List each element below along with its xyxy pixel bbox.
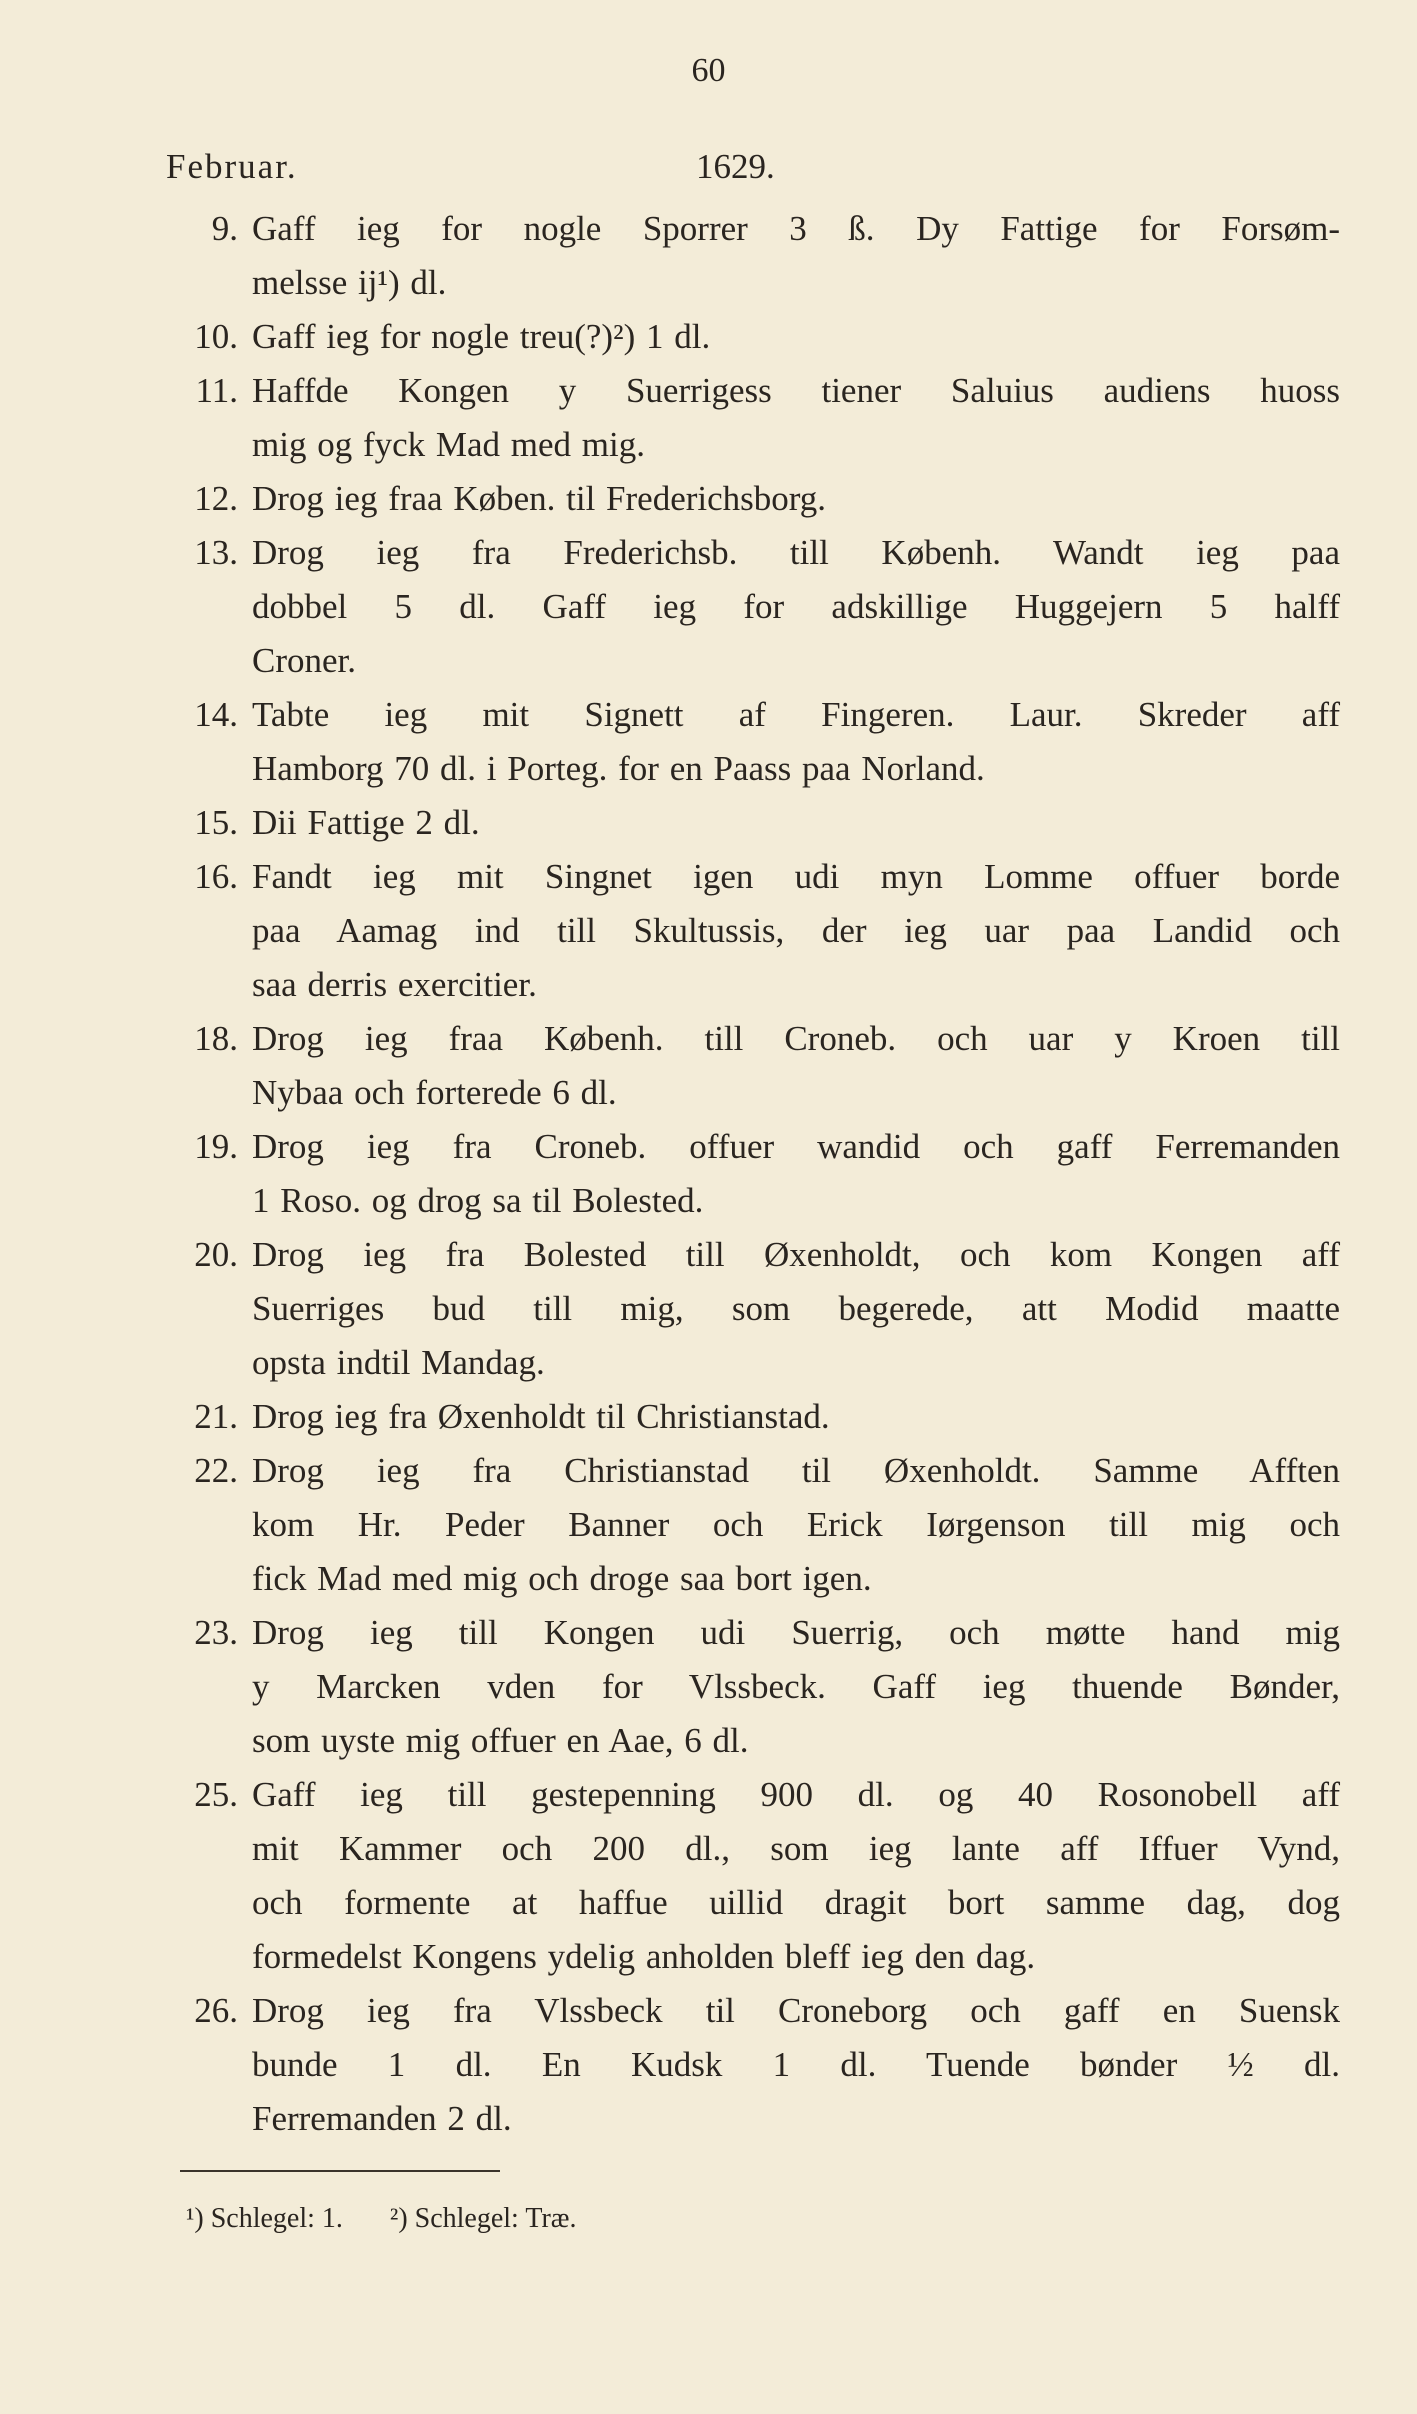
footnote-1: ¹) Schlegel: 1. [186,2203,343,2234]
diary-entry [150,202,1340,310]
entry-text-line: Croner. [252,641,357,680]
entry-text-line: Drog ieg fraa Københ. till Croneb. och uar y Kroen till [252,1019,1340,1058]
entry-text-line: Haffde Kongen y Suerrigess tiener Saluius audiens huoss [252,371,1340,410]
entry-text-line: Drog ieg fra Frederichsb. till Københ. Wandt ieg paa [252,533,1340,572]
entry-day-number: 22. [194,1451,238,1490]
page-number: 60 [691,52,726,89]
diary-entry [150,526,1340,688]
entry-day-number: 25. [194,1775,238,1814]
entry-text-line: Fandt ieg mit Singnet igen udi myn Lomme offuer borde [252,857,1340,896]
entry-text-line: Gaff ieg till gestepenning 900 dl. og 40 Rosonobell aff [252,1775,1340,1814]
entry-day-number: 10. [194,317,238,356]
diary-entry [150,364,1340,472]
entry-text-line: Suerriges bud till mig, som begerede, att Modid maatte [252,1289,1340,1328]
entry-day-number: 9. [211,209,238,248]
footnotes [186,2203,616,2235]
entry-text-line: formedelst Kongens ydelig anholden bleff ieg den dag. [252,1937,1036,1976]
entry-text-line: Drog ieg fra Bolested till Øxenholdt, och kom Kongen aff [252,1235,1340,1274]
entry-text-line: 1 Roso. og drog sa til Bolested. [252,1181,704,1220]
month-heading: Februar. [166,147,298,186]
entry-text-line: fick Mad med mig och droge saa bort igen. [252,1559,872,1598]
entry-day-number: 21. [194,1397,238,1436]
entry-day-number: 12. [194,479,238,518]
entry-day-number: 20. [194,1235,238,1274]
entry-text-line: Drog ieg fraa Køben. til Frederichsborg. [252,479,827,518]
entry-text-line: Drog ieg fra Christianstad til Øxenholdt. Samme Afften [252,1451,1340,1490]
entry-text-line: som uyste mig offuer en Aae, 6 dl. [252,1721,749,1760]
entry-text-line: Gaff ieg for nogle Sporrer 3 ß. Dy Fattige for Forsøm- [252,209,1340,248]
entry-text-line: y Marcken vden for Vlssbeck. Gaff ieg thuende Bønder, [252,1667,1340,1706]
entry-day-number: 23. [194,1613,238,1652]
entry-text-line: Gaff ieg for nogle treu(?)²) 1 dl. [252,317,711,356]
entry-text-line: Hamborg 70 dl. i Porteg. for en Paass paa Norland. [252,749,985,788]
diary-entry [150,850,1340,1012]
entry-day-number: 26. [194,1991,238,2030]
entry-text-line: Dii Fattige 2 dl. [252,803,480,842]
entry-text-line: mig og fyck Mad med mig. [252,425,646,464]
year-heading: 1629. [696,147,775,186]
diary-entry [150,1984,1340,2146]
entry-text-line: Tabte ieg mit Signett af Fingeren. Laur. Skreder aff [252,695,1340,734]
entry-text-line: Drog ieg fra Croneb. offuer wandid och gaff Ferremanden [252,1127,1340,1166]
entry-text-line: melsse ij¹) dl. [252,263,447,302]
diary-entry [150,472,1340,526]
entry-day-number: 16. [194,857,238,896]
entry-text-line: Nybaa och forterede 6 dl. [252,1073,617,1112]
entry-text-line: Drog ieg fra Vlssbeck til Croneborg och gaff en Suensk [252,1991,1340,2030]
entry-text-line: Drog ieg fra Øxenholdt til Christianstad. [252,1397,830,1436]
entry-text-line: kom Hr. Peder Banner och Erick Iørgenson till mig och [252,1505,1340,1544]
entry-day-number: 14. [194,695,238,734]
diary-entries [150,202,1340,2146]
entry-text-line: och formente at haffue uillid dragit bort samme dag, dog [252,1883,1340,1922]
diary-entry [150,1012,1340,1120]
diary-entry [150,1768,1340,1984]
entry-text-line: Ferremanden 2 dl. [252,2099,512,2138]
entry-day-number: 13. [194,533,238,572]
footnote-2: ²) Schlegel: Træ. [389,2203,577,2234]
running-header [166,140,1336,194]
diary-entry [150,1120,1340,1228]
entry-day-number: 18. [194,1019,238,1058]
entry-text-line: dobbel 5 dl. Gaff ieg for adskillige Huggejern 5 halff [252,587,1340,626]
entry-text-line: paa Aamag ind till Skultussis, der ieg uar paa Landid och [252,911,1340,950]
entry-day-number: 19. [194,1127,238,1166]
footnote-divider [180,2170,500,2172]
entry-text-line: saa derris exercitier. [252,965,537,1004]
diary-entry [150,1228,1340,1390]
diary-entry [150,1606,1340,1768]
diary-entry [150,796,1340,850]
entry-day-number: 15. [194,803,238,842]
entry-text-line: mit Kammer och 200 dl., som ieg lante aff Iffuer Vynd, [252,1829,1340,1868]
diary-entry [150,310,1340,364]
diary-entry [150,1390,1340,1444]
entry-day-number: 11. [195,371,238,410]
entry-text-line: bunde 1 dl. En Kudsk 1 dl. Tuende bønder ½ dl. [252,2045,1340,2084]
diary-entry [150,688,1340,796]
diary-entry [150,1444,1340,1606]
entry-text-line: Drog ieg till Kongen udi Suerrig, och møtte hand mig [252,1613,1340,1652]
entry-text-line: opsta indtil Mandag. [252,1343,545,1382]
